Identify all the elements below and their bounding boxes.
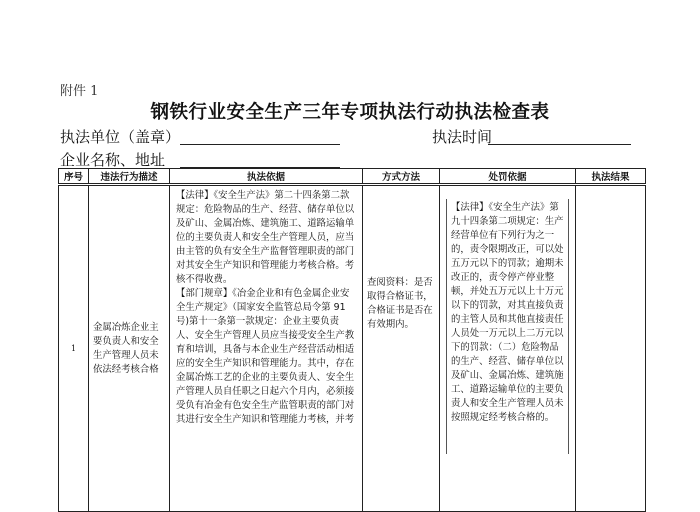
enforcement-basis bbox=[170, 185, 363, 512]
company-name-address-label: 企业名称、地址 bbox=[60, 151, 166, 169]
violation-description: 金属冶炼企业主要负责人和安全生产管理人员未依法经考核合格 bbox=[89, 185, 170, 512]
page-title: 钢铁行业安全生产三年专项执法行动执法检查表 bbox=[150, 102, 550, 123]
enforcement-result-cell[interactable] bbox=[576, 185, 646, 512]
enforcement-unit-blank[interactable] bbox=[180, 144, 340, 145]
header-result: 执法结果 bbox=[576, 169, 646, 185]
attachment-label: 附件 1 bbox=[60, 84, 99, 99]
header-penalty: 处罚依据 bbox=[440, 169, 576, 185]
header-no: 序号 bbox=[59, 169, 89, 185]
enforcement-time-label: 执法时间 bbox=[432, 128, 493, 146]
penalty-basis bbox=[440, 185, 576, 512]
header-method: 方式方法 bbox=[363, 169, 440, 185]
enforcement-unit-label: 执法单位（盖章） bbox=[60, 128, 181, 146]
inspection-method: 查阅资料：是否取得合格证书，合格证书是否在有效期内。 bbox=[363, 185, 440, 512]
enforcement-time-blank[interactable] bbox=[488, 144, 631, 145]
inspection-table bbox=[58, 168, 646, 512]
table-header-row bbox=[59, 169, 646, 185]
table-row bbox=[59, 185, 646, 512]
basis-law-paragraph: 【法律】《安全生产法》第二十四条第二款规定：危险物品的生产、经营、储存单位以及矿山、金属冶炼、建筑施工、道路运输单位的主要负责人和安全生产管理人员，应当由主管的负有安全生产监督管理职责的部门对其安全生产知识和管理能力考核合格。考核不得收费。 bbox=[176, 190, 355, 285]
basis-regulation-paragraph: 【部门规章】《冶金企业和有色金属企业安全生产规定》（国家安全监管总局令第 91 号)第十一条第一款规定：企业主要负责人、安全生产管理人员应当接受安全生产教育和培训，具备与本企业生产经营活动相适应的安全生产知识和管理能力。其中，存在金属冶炼工艺的企业的主要负责人、安全生产管理人员自任职之日起六个月内，必须接受负有冶金有色安全生产监管职责的部门对其进行安全生产知识和管理能力考核，并考 bbox=[176, 288, 355, 425]
penalty-basis-text: 【法律】《安全生产法》第九十四条第二项规定：生产经营单位有下列行为之一的，责令限期改正，可以处五万元以下的罚款；逾期未改正的，责令停产停业整顿，并处五万元以上十万元以下的罚款，对其直接负责的主管人员和其他直接责任人员处一万元以上二万元以下的罚款：（二）危险物品的生产、经营、储存单位以及矿山、金属冶炼、建筑施工、道路运输单位的主要负责人和安全生产管理人员未按照规定经考核合格的。 bbox=[446, 199, 569, 454]
row-number: 1 bbox=[59, 185, 89, 512]
header-basis: 执法依据 bbox=[170, 169, 363, 185]
header-violation: 违法行为描述 bbox=[89, 169, 170, 185]
